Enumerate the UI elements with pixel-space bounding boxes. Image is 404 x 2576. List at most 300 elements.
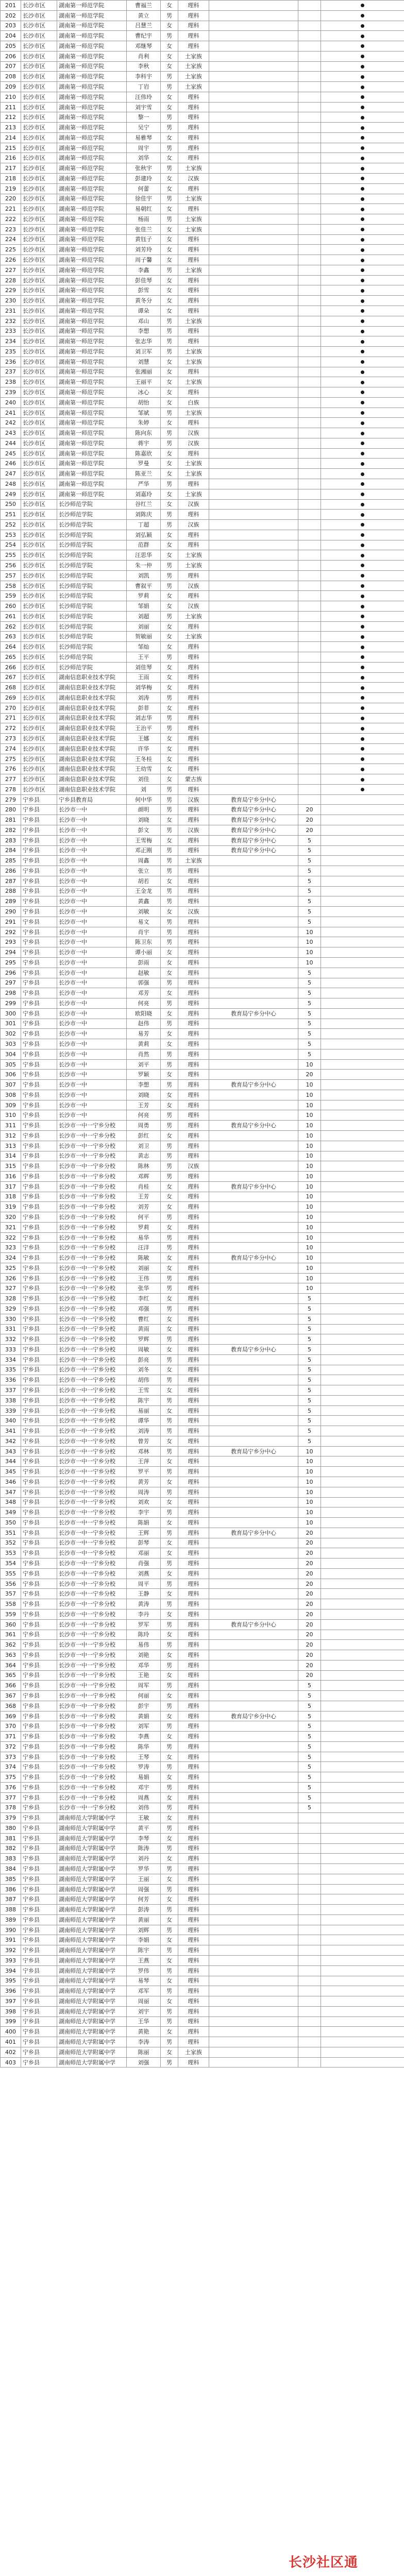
gender-cell: 男 <box>161 2037 178 2047</box>
category-cell: 理科 <box>178 1976 209 1986</box>
row-number: 330 <box>1 1314 21 1324</box>
filled-dot-icon <box>361 299 364 303</box>
table-row <box>1 1640 404 1650</box>
gender-cell: 女 <box>161 92 178 102</box>
remark-cell <box>209 92 298 102</box>
row-number: 289 <box>1 896 21 907</box>
gender-cell: 女 <box>161 1630 178 1640</box>
remark-cell <box>209 153 298 163</box>
quota-cell: 5 <box>298 1762 321 1772</box>
area-cell: 宁乡县 <box>21 1548 57 1558</box>
area-cell: 长沙市区 <box>21 408 57 418</box>
mark-cell <box>321 153 404 163</box>
remark-cell <box>209 1986 298 1996</box>
mark-cell <box>321 61 404 72</box>
table-row <box>1 723 404 734</box>
gender-cell: 男 <box>161 1283 178 1294</box>
gender-cell: 女 <box>161 907 178 917</box>
gender-cell: 女 <box>161 1456 178 1467</box>
name-cell: 刘辉 <box>127 1925 161 1935</box>
area-cell: 宁乡县 <box>21 1996 57 2007</box>
gender-cell: 男 <box>161 31 178 41</box>
name-cell: 贺敏丽 <box>127 632 161 642</box>
school-cell: 湖南第一师范学院 <box>57 51 127 61</box>
name-cell: 易伟 <box>127 1640 161 1650</box>
category-cell: 理科 <box>178 296 209 306</box>
quota-cell: 5 <box>298 1792 321 1803</box>
quota-cell: 10 <box>298 1172 321 1182</box>
table-row <box>1 1304 404 1314</box>
school-cell: 长沙市一中一宁乡分校 <box>57 1528 127 1538</box>
gender-cell: 女 <box>161 459 178 469</box>
row-number: 274 <box>1 743 21 754</box>
category-cell: 理科 <box>178 1538 209 1548</box>
remark-cell <box>209 1375 298 1385</box>
category-cell: 理科 <box>178 1110 209 1121</box>
quota-cell <box>298 550 321 561</box>
category-cell: 理科 <box>178 326 209 336</box>
table-row <box>1 479 404 489</box>
category-cell: 理科 <box>178 1253 209 1263</box>
school-cell: 长沙市一中 <box>57 1049 127 1059</box>
quota-cell: 20 <box>298 1548 321 1558</box>
table-row <box>1 1385 404 1396</box>
quota-cell: 5 <box>298 988 321 998</box>
mark-cell <box>321 1894 404 1905</box>
area-cell: 宁乡县 <box>21 2037 57 2047</box>
area-cell: 长沙市区 <box>21 754 57 764</box>
category-cell: 理科 <box>178 1609 209 1619</box>
remark-cell <box>209 1059 298 1070</box>
gender-cell: 女 <box>161 550 178 561</box>
school-cell: 长沙市一中一宁乡分校 <box>57 1609 127 1619</box>
row-number: 285 <box>1 856 21 866</box>
table-row <box>1 1243 404 1253</box>
name-cell: 刘芳 <box>127 1202 161 1212</box>
area-cell: 宁乡县 <box>21 1823 57 1834</box>
row-number: 253 <box>1 530 21 540</box>
gender-cell: 男 <box>161 2057 178 2067</box>
name-cell: 刘华 <box>127 153 161 163</box>
gender-cell: 男 <box>161 1721 178 1732</box>
name-cell: 许华 <box>127 743 161 754</box>
gender-cell: 男 <box>161 1375 178 1385</box>
name-cell: 刘 <box>127 784 161 794</box>
area-cell: 宁乡县 <box>21 1762 57 1772</box>
gender-cell: 女 <box>161 387 178 398</box>
row-number: 231 <box>1 306 21 316</box>
category-cell: 理科 <box>178 153 209 163</box>
quota-cell: 10 <box>298 1232 321 1243</box>
area-cell: 宁乡县 <box>21 1324 57 1334</box>
area-cell: 长沙市区 <box>21 632 57 642</box>
category-cell: 理科 <box>178 683 209 693</box>
row-number: 240 <box>1 397 21 408</box>
mark-cell <box>321 1019 404 1029</box>
category-cell: 土家族 <box>178 459 209 469</box>
school-cell: 湖南信息职业技术学院 <box>57 743 127 754</box>
school-cell: 湖南师范大学附属中学 <box>57 1833 127 1843</box>
gender-cell: 男 <box>161 1467 178 1477</box>
mark-cell <box>321 1711 404 1721</box>
school-cell: 湖南第一师范学院 <box>57 326 127 336</box>
category-cell: 理科 <box>178 1630 209 1640</box>
mark-cell <box>321 1172 404 1182</box>
table-row <box>1 224 404 234</box>
remark-cell <box>209 306 298 316</box>
table-row <box>1 1833 404 1843</box>
area-cell: 长沙市区 <box>21 703 57 713</box>
gender-cell: 女 <box>161 764 178 774</box>
table-row <box>1 1405 404 1416</box>
name-cell: 李科宇 <box>127 72 161 82</box>
mark-cell <box>321 794 404 805</box>
category-cell: 理科 <box>178 448 209 459</box>
remark-cell <box>209 224 298 234</box>
name-cell: 彭琴 <box>127 1538 161 1548</box>
name-cell: 周敏 <box>127 1345 161 1355</box>
name-cell: 邓华 <box>127 1660 161 1670</box>
row-number: 242 <box>1 418 21 428</box>
name-cell: 肖桂 <box>127 1181 161 1192</box>
row-number: 336 <box>1 1375 21 1385</box>
gender-cell: 女 <box>161 1752 178 1762</box>
quota-cell <box>298 92 321 102</box>
gender-cell: 男 <box>161 937 178 947</box>
name-cell: 刘超 <box>127 611 161 621</box>
school-cell: 长沙市一中 <box>57 937 127 947</box>
area-cell: 长沙市区 <box>21 265 57 275</box>
school-cell: 长沙师范学院 <box>57 621 127 632</box>
quota-cell <box>298 214 321 225</box>
filled-dot-icon <box>361 75 364 79</box>
name-cell: 王幼雪 <box>127 764 161 774</box>
remark-cell <box>209 1660 298 1670</box>
area-cell: 长沙市区 <box>21 234 57 245</box>
category-cell: 理科 <box>178 2037 209 2047</box>
area-cell: 长沙市区 <box>21 72 57 82</box>
quota-cell: 10 <box>298 1110 321 1121</box>
row-number: 359 <box>1 1609 21 1619</box>
gender-cell: 女 <box>161 1385 178 1396</box>
mark-cell <box>321 1222 404 1232</box>
row-number: 345 <box>1 1467 21 1477</box>
mark-cell <box>321 1121 404 1131</box>
quota-cell: 5 <box>298 1803 321 1813</box>
table-body <box>1 1 404 2067</box>
mark-cell <box>321 2047 404 2057</box>
category-cell: 理科 <box>178 1 209 11</box>
school-cell: 湖南第一师范学院 <box>57 255 127 265</box>
gender-cell: 女 <box>161 642 178 652</box>
gender-cell: 女 <box>161 1130 178 1141</box>
mark-cell <box>321 896 404 907</box>
category-cell: 理科 <box>178 1232 209 1243</box>
category-cell: 理科 <box>178 835 209 845</box>
quota-cell <box>298 1884 321 1894</box>
table-row <box>1 784 404 794</box>
mark-cell <box>321 703 404 713</box>
quota-cell <box>298 652 321 663</box>
mark-cell <box>321 805 404 815</box>
category-cell: 土家族 <box>178 163 209 174</box>
area-cell: 宁乡县 <box>21 1772 57 1783</box>
name-cell: 黄涛 <box>127 1599 161 1609</box>
school-cell: 长沙师范学院 <box>57 520 127 530</box>
row-number: 220 <box>1 194 21 204</box>
mark-cell <box>321 82 404 92</box>
gender-cell: 男 <box>161 1304 178 1314</box>
name-cell: 彭亮 <box>127 1354 161 1365</box>
remark-cell <box>209 1497 298 1507</box>
name-cell: 罗辉 <box>127 1334 161 1345</box>
mark-cell <box>321 1558 404 1569</box>
school-cell: 湖南师范大学附属中学 <box>57 1874 127 1884</box>
name-cell: 刘弘颖 <box>127 530 161 540</box>
name-cell: 黄平 <box>127 1823 161 1834</box>
area-cell: 长沙市区 <box>21 530 57 540</box>
mark-cell <box>321 693 404 703</box>
mark-cell <box>321 581 404 591</box>
mark-cell <box>321 1782 404 1792</box>
mark-cell <box>321 21 404 31</box>
mark-cell <box>321 1059 404 1070</box>
remark-cell <box>209 1925 298 1935</box>
school-cell: 湖南第一师范学院 <box>57 316 127 326</box>
table-row <box>1 917 404 927</box>
table-row <box>1 1008 404 1019</box>
name-cell: 刘丹 <box>127 1854 161 1864</box>
area-cell: 宁乡县 <box>21 1782 57 1792</box>
mark-cell <box>321 1334 404 1345</box>
area-cell: 宁乡县 <box>21 1263 57 1273</box>
category-cell: 理科 <box>178 1354 209 1365</box>
row-number: 234 <box>1 336 21 347</box>
area-cell: 宁乡县 <box>21 1609 57 1619</box>
gender-cell: 女 <box>161 1008 178 1019</box>
row-number: 261 <box>1 611 21 621</box>
gender-cell: 女 <box>161 1732 178 1742</box>
mark-cell <box>321 601 404 612</box>
table-row <box>1 1426 404 1436</box>
row-number: 317 <box>1 1181 21 1192</box>
mark-cell <box>321 1273 404 1283</box>
name-cell: 曹叙平 <box>127 581 161 591</box>
table-row <box>1 540 404 550</box>
quota-cell: 5 <box>298 1304 321 1314</box>
remark-cell <box>209 937 298 947</box>
area-cell: 宁乡县 <box>21 2047 57 2057</box>
table-row <box>1 296 404 306</box>
category-cell: 理科 <box>178 570 209 581</box>
remark-cell <box>209 611 298 621</box>
gender-cell: 男 <box>161 1172 178 1182</box>
area-cell: 宁乡县 <box>21 1212 57 1223</box>
remark-cell: 教育局宁乡分中心 <box>209 845 298 856</box>
table-row <box>1 377 404 387</box>
category-cell: 汉族 <box>178 601 209 612</box>
category-cell: 理科 <box>178 1956 209 1966</box>
table-row <box>1 1354 404 1365</box>
table-row <box>1 1711 404 1721</box>
area-cell: 宁乡县 <box>21 1579 57 1589</box>
mark-cell <box>321 1833 404 1843</box>
row-number: 353 <box>1 1548 21 1558</box>
name-cell: 丁超 <box>127 520 161 530</box>
mark-cell <box>321 1080 404 1090</box>
area-cell: 长沙市区 <box>21 10 57 21</box>
school-cell: 湖南第一师范学院 <box>57 224 127 234</box>
category-cell: 土家族 <box>178 224 209 234</box>
remark-cell <box>209 408 298 418</box>
mark-cell <box>321 825 404 836</box>
area-cell: 长沙市区 <box>21 183 57 194</box>
mark-cell <box>321 1884 404 1894</box>
quota-cell <box>298 1976 321 1986</box>
area-cell: 长沙市区 <box>21 132 57 143</box>
gender-cell: 女 <box>161 1914 178 1925</box>
mark-cell <box>321 1039 404 1049</box>
gender-cell: 女 <box>161 2027 178 2037</box>
category-cell: 理科 <box>178 387 209 398</box>
gender-cell: 女 <box>161 255 178 265</box>
row-number: 235 <box>1 347 21 357</box>
mark-cell <box>321 1100 404 1110</box>
gender-cell: 女 <box>161 1253 178 1263</box>
area-cell: 长沙市区 <box>21 743 57 754</box>
category-cell: 理科 <box>178 31 209 41</box>
school-cell: 长沙市一中一宁乡分校 <box>57 1497 127 1507</box>
remark-cell <box>209 2016 298 2027</box>
mark-cell <box>321 1405 404 1416</box>
quota-cell: 10 <box>298 1059 321 1070</box>
table-row <box>1 397 404 408</box>
row-number: 301 <box>1 1019 21 1029</box>
category-cell: 理科 <box>178 1711 209 1721</box>
quota-cell: 10 <box>298 1181 321 1192</box>
name-cell: 黄艳 <box>127 2027 161 2037</box>
name-cell: 刘卫军 <box>127 347 161 357</box>
remark-cell <box>209 1385 298 1396</box>
remark-cell <box>209 1568 298 1579</box>
area-cell: 宁乡县 <box>21 1956 57 1966</box>
name-cell: 周子馨 <box>127 255 161 265</box>
school-cell: 长沙市一中 <box>57 1070 127 1080</box>
row-number: 328 <box>1 1294 21 1304</box>
filled-dot-icon <box>361 208 364 211</box>
school-cell: 长沙师范学院 <box>57 540 127 550</box>
remark-cell <box>209 570 298 581</box>
school-cell: 长沙市一中 <box>57 1019 127 1029</box>
area-cell: 长沙市区 <box>21 377 57 387</box>
name-cell: 徐佳宇 <box>127 194 161 204</box>
quota-cell: 5 <box>298 1701 321 1711</box>
gender-cell: 女 <box>161 1314 178 1324</box>
row-number: 403 <box>1 2057 21 2067</box>
table-row <box>1 1579 404 1589</box>
filled-dot-icon <box>361 86 364 89</box>
area-cell: 长沙市区 <box>21 510 57 520</box>
row-number: 295 <box>1 957 21 968</box>
category-cell: 理科 <box>178 1426 209 1436</box>
name-cell: 陈宇 <box>127 1945 161 1956</box>
gender-cell: 男 <box>161 123 178 133</box>
gender-cell: 女 <box>161 743 178 754</box>
area-cell: 宁乡县 <box>21 937 57 947</box>
quota-cell <box>298 234 321 245</box>
remark-cell <box>209 1141 298 1151</box>
name-cell: 李红 <box>127 1294 161 1304</box>
row-number: 308 <box>1 1090 21 1100</box>
area-cell: 宁乡县 <box>21 1538 57 1548</box>
category-cell: 汉族 <box>178 1161 209 1172</box>
quota-cell: 5 <box>298 968 321 978</box>
remark-cell <box>209 1548 298 1558</box>
category-cell: 理科 <box>178 1192 209 1202</box>
table-row <box>1 234 404 245</box>
quota-cell <box>298 2037 321 2047</box>
gender-cell: 女 <box>161 1324 178 1334</box>
gender-cell: 女 <box>161 377 178 387</box>
gender-cell: 女 <box>161 957 178 968</box>
table-row <box>1 876 404 886</box>
name-cell: 陈卫东 <box>127 937 161 947</box>
quota-cell: 5 <box>298 886 321 896</box>
remark-cell <box>209 693 298 703</box>
gender-cell: 女 <box>161 1365 178 1375</box>
category-cell: 理科 <box>178 1345 209 1355</box>
table-row <box>1 1395 404 1405</box>
remark-cell <box>209 1039 298 1049</box>
school-cell: 长沙市一中一宁乡分校 <box>57 1283 127 1294</box>
filled-dot-icon <box>361 146 364 150</box>
category-cell: 土家族 <box>178 214 209 225</box>
name-cell: 邹灿 <box>127 642 161 652</box>
quota-cell: 5 <box>298 1782 321 1792</box>
gender-cell: 女 <box>161 448 178 459</box>
mark-cell <box>321 408 404 418</box>
remark-cell <box>209 1151 298 1161</box>
category-cell: 理科 <box>178 1792 209 1803</box>
gender-cell: 男 <box>161 72 178 82</box>
row-number: 400 <box>1 2027 21 2037</box>
area-cell: 宁乡县 <box>21 1029 57 1039</box>
area-cell: 宁乡县 <box>21 947 57 958</box>
school-cell: 长沙市一中一宁乡分校 <box>57 1273 127 1283</box>
filled-dot-icon <box>361 268 364 272</box>
name-cell: 罗颖 <box>127 1070 161 1080</box>
school-cell: 长沙市一中一宁乡分校 <box>57 1487 127 1497</box>
row-number: 238 <box>1 377 21 387</box>
row-number: 320 <box>1 1212 21 1223</box>
school-cell: 湖南师范大学附属中学 <box>57 1925 127 1935</box>
area-cell: 宁乡县 <box>21 1660 57 1670</box>
row-number: 322 <box>1 1232 21 1243</box>
table-row <box>1 1762 404 1772</box>
filled-dot-icon <box>361 217 364 221</box>
quota-cell <box>298 10 321 21</box>
quota-cell: 5 <box>298 1019 321 1029</box>
filled-dot-icon <box>361 737 364 741</box>
name-cell: 何芳 <box>127 1894 161 1905</box>
mark-cell <box>321 652 404 663</box>
table-row <box>1 336 404 347</box>
area-cell: 长沙市区 <box>21 683 57 693</box>
remark-cell <box>209 723 298 734</box>
mark-cell <box>321 183 404 194</box>
category-cell: 理科 <box>178 336 209 347</box>
quota-cell <box>298 1945 321 1956</box>
